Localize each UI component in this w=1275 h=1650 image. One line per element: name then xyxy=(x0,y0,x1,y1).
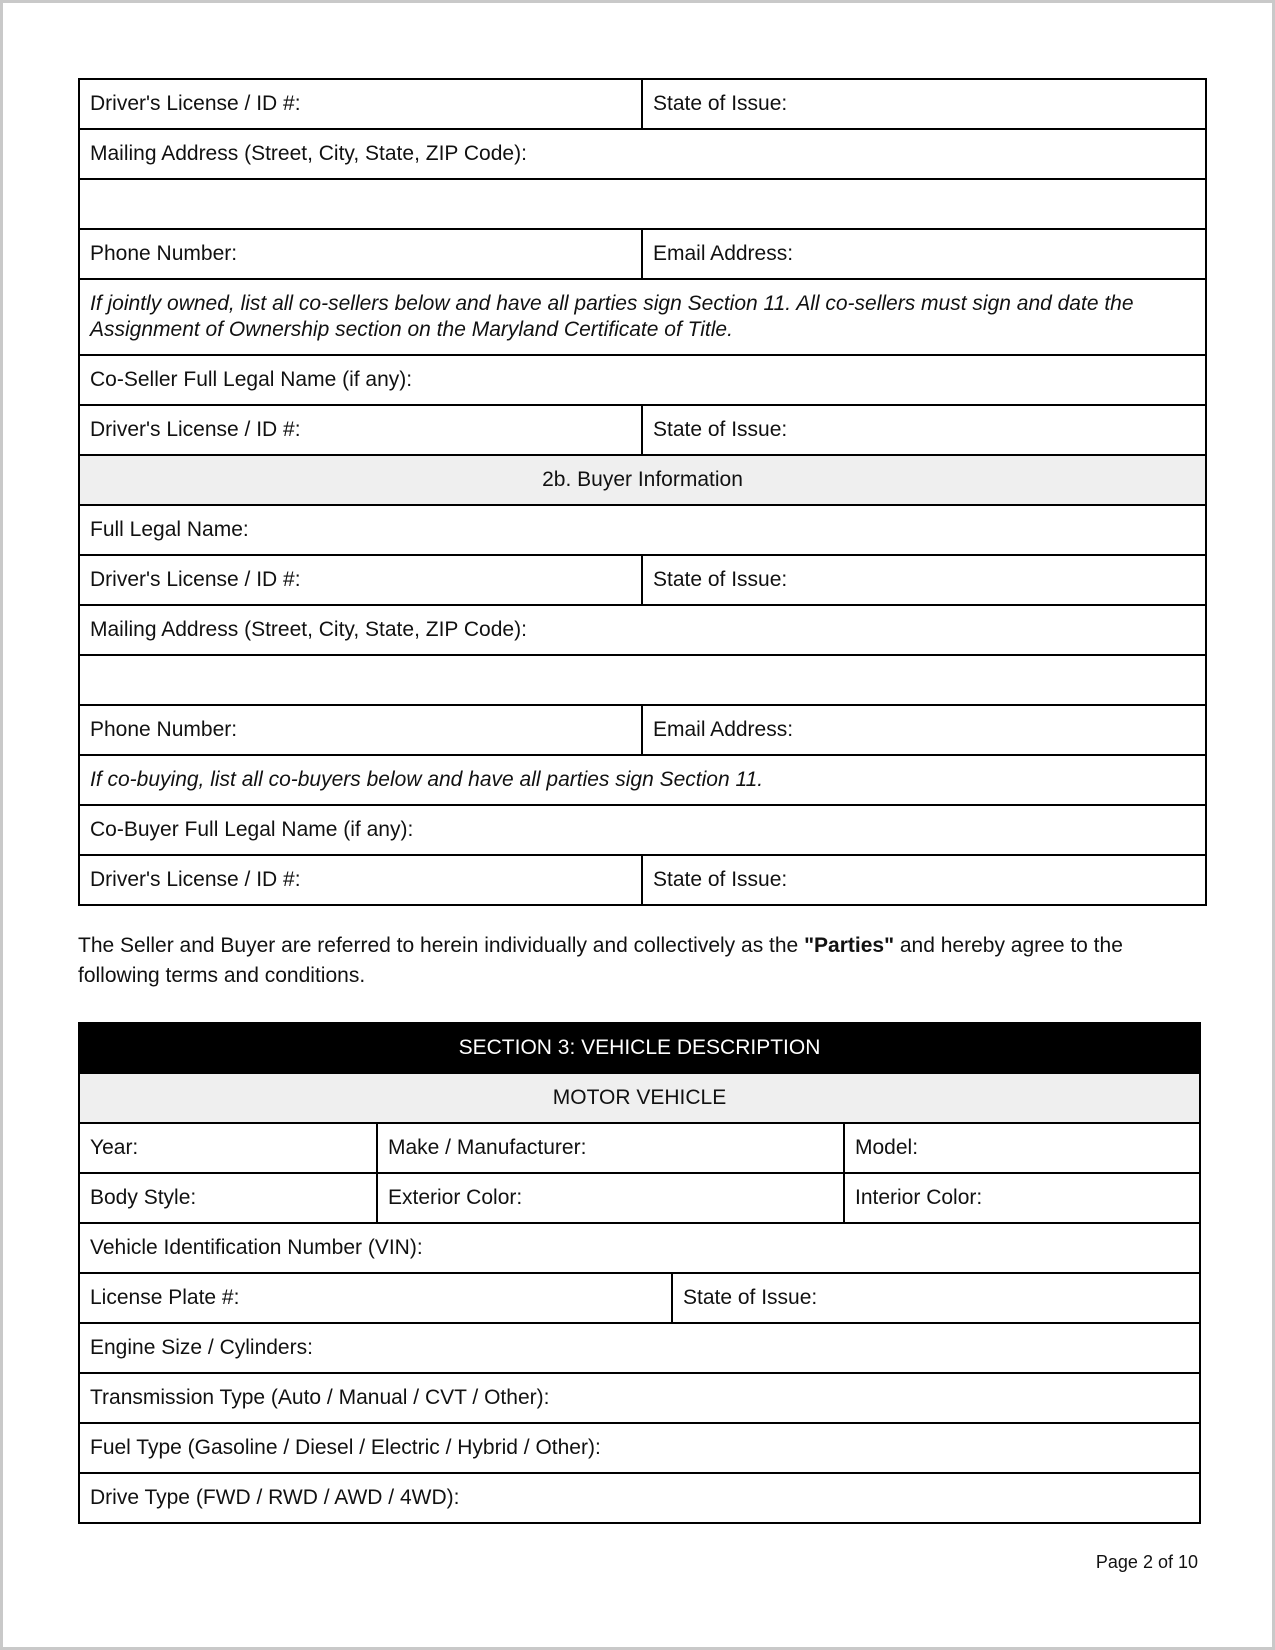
coseller-state-field[interactable]: State of Issue: xyxy=(642,405,1206,455)
interior-color-field[interactable]: Interior Color: xyxy=(844,1173,1200,1223)
buyer-license-field[interactable]: Driver's License / ID #: xyxy=(79,555,642,605)
cobuyer-instructions: If co-buying, list all co-buyers below and have all parties sign Section 11. xyxy=(79,755,1206,805)
buyer-email-field[interactable]: Email Address: xyxy=(642,705,1206,755)
section-3-title: SECTION 3: VEHICLE DESCRIPTION xyxy=(79,1023,1200,1073)
seller-license-field[interactable]: Driver's License / ID #: xyxy=(79,79,642,129)
buyer-address-label: Mailing Address (Street, City, State, ZIP Code): xyxy=(79,605,1206,655)
plate-state-field[interactable]: State of Issue: xyxy=(672,1273,1200,1323)
buyer-phone-field[interactable]: Phone Number: xyxy=(79,705,642,755)
cobuyer-state-field[interactable]: State of Issue: xyxy=(642,855,1206,905)
seller-license-row xyxy=(79,79,1206,129)
seller-state-field[interactable]: State of Issue: xyxy=(642,79,1206,129)
motor-vehicle-subheader: MOTOR VEHICLE xyxy=(79,1073,1200,1123)
party-information-table xyxy=(78,78,1207,906)
vin-field[interactable]: Vehicle Identification Number (VIN): xyxy=(79,1223,1200,1273)
engine-field[interactable]: Engine Size / Cylinders: xyxy=(79,1323,1200,1373)
seller-address-field[interactable] xyxy=(79,179,1206,229)
seller-address-label: Mailing Address (Street, City, State, ZIP Code): xyxy=(79,129,1206,179)
parties-text-before: The Seller and Buyer are referred to herein individually and collectively as the xyxy=(78,934,805,957)
coseller-instructions: If jointly owned, list all co-sellers below and have all parties sign Section 11. All co-sellers must sign and date the Assignment of Ownership section on the Maryland Certificate of Title. xyxy=(79,279,1206,355)
buyer-address-field[interactable] xyxy=(79,655,1206,705)
make-field[interactable]: Make / Manufacturer: xyxy=(377,1123,844,1173)
transmission-field[interactable]: Transmission Type (Auto / Manual / CVT / Other): xyxy=(79,1373,1200,1423)
license-plate-field[interactable]: License Plate #: xyxy=(79,1273,672,1323)
model-field[interactable]: Model: xyxy=(844,1123,1200,1173)
buyer-state-field[interactable]: State of Issue: xyxy=(642,555,1206,605)
year-field[interactable]: Year: xyxy=(79,1123,377,1173)
cobuyer-name-field[interactable]: Co-Buyer Full Legal Name (if any): xyxy=(79,805,1206,855)
parties-definition-paragraph xyxy=(78,931,1198,991)
fuel-type-field[interactable]: Fuel Type (Gasoline / Diesel / Electric / Hybrid / Other): xyxy=(79,1423,1200,1473)
coseller-name-field[interactable]: Co-Seller Full Legal Name (if any): xyxy=(79,355,1206,405)
body-style-field[interactable]: Body Style: xyxy=(79,1173,377,1223)
buyer-name-field[interactable]: Full Legal Name: xyxy=(79,505,1206,555)
buyer-section-header: 2b. Buyer Information xyxy=(79,455,1206,505)
parties-term: "Parties" xyxy=(804,934,895,957)
drive-type-field[interactable]: Drive Type (FWD / RWD / AWD / 4WD): xyxy=(79,1473,1200,1523)
page-number: Page 2 of 10 xyxy=(1095,1552,1198,1572)
vehicle-description-table xyxy=(78,1022,1201,1524)
cobuyer-license-field[interactable]: Driver's License / ID #: xyxy=(79,855,642,905)
seller-phone-field[interactable]: Phone Number: xyxy=(79,229,642,279)
coseller-license-field[interactable]: Driver's License / ID #: xyxy=(79,405,642,455)
exterior-color-field[interactable]: Exterior Color: xyxy=(377,1173,844,1223)
parties-text-after: and hereby agree to the following terms and conditions. xyxy=(78,934,1123,987)
seller-email-field[interactable]: Email Address: xyxy=(642,229,1206,279)
